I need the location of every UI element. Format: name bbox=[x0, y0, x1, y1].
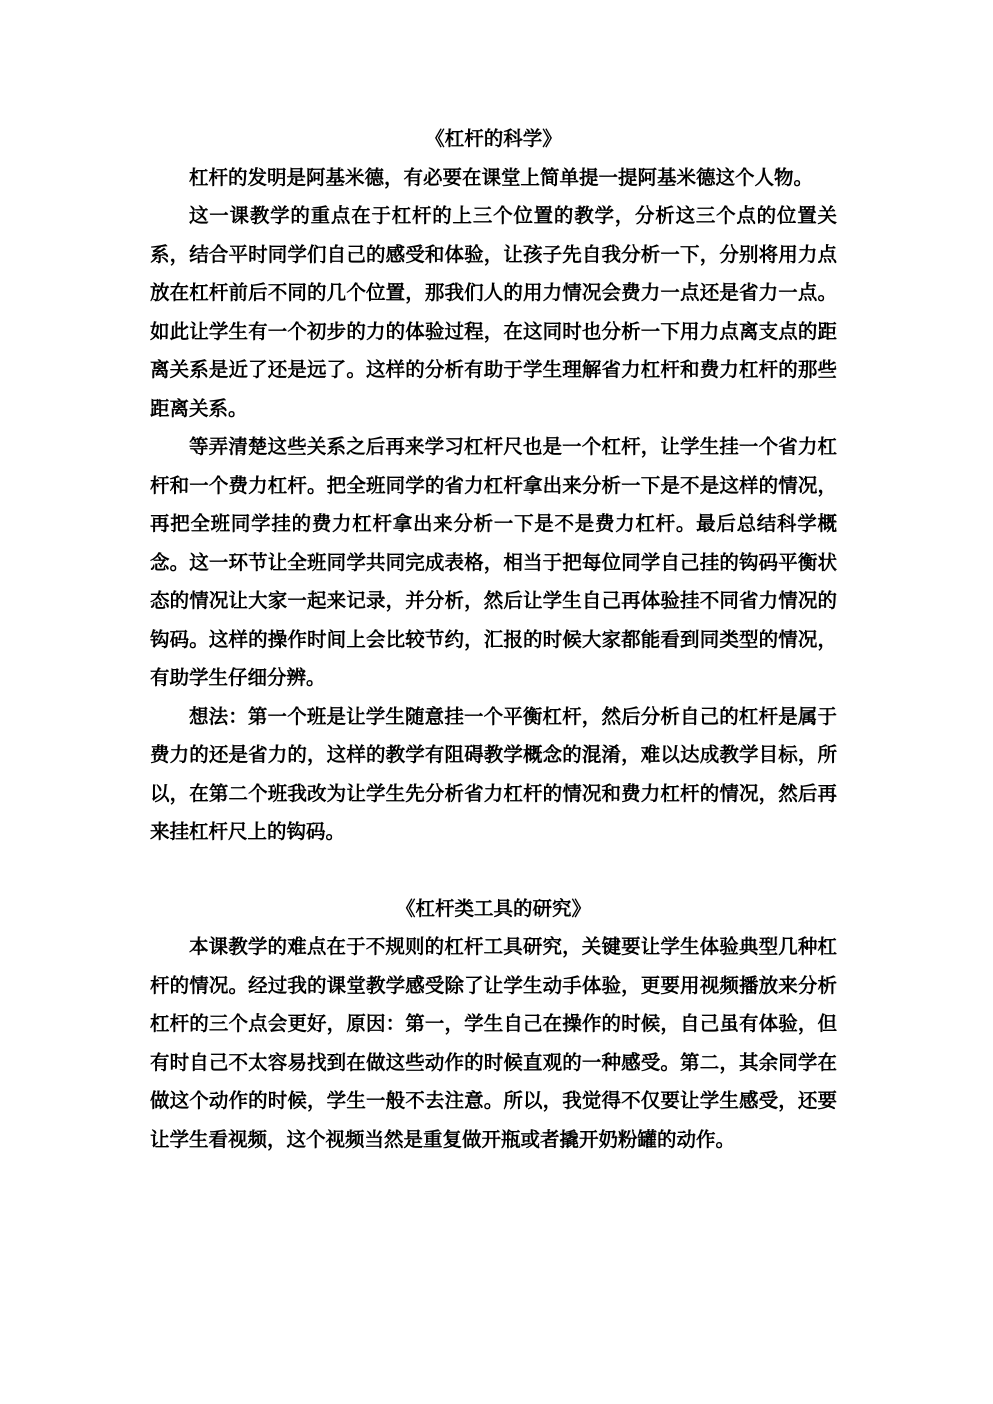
paragraph: 这一课教学的重点在于杠杆的上三个位置的教学，分析这三个点的位置关系，结合平时同学们自己的感受和体验，让孩子先自我分析一下，分别将用力点放在杠杆前后不同的几个位置，那我们人的用力情况会费力一点还是省力一点。如此让学生有一个初步的力的体验过程，在这同时也分析一下用力点离支点的距离关系是近了还是远了。这样的分析有助于学生理解省力杠杆和费力杠杆的那些距离关系。 bbox=[150, 204, 837, 420]
section-title-lever-tools: 《杠杆类工具的研究》 bbox=[395, 896, 591, 920]
paragraph: 等弄清楚这些关系之后再来学习杠杆尺也是一个杠杆，让学生挂一个省力杠杆和一个费力杠杆。把全班同学的省力杠杆拿出来分析一下是不是这样的情况，再把全班同学挂的费力杠杆拿出来分析一下是不是费力杠杆。最后总结科学概念。这一环节让全班同学共同完成表格，相当于把每位同学自己挂的钩码平衡状态的情况让大家一起来记录，并分析，然后让学生自己再体验挂不同省力情况的钩码。这样的操作时间上会比较节约，汇报的时候大家都能看到同类型的情况，有助学生仔细分辨。 bbox=[150, 435, 837, 689]
paragraph: 杠杆的发明是阿基米德，有必要在课堂上简单提一提阿基米德这个人物。 bbox=[189, 165, 814, 189]
section-title-lever-science: 《杠杆的科学》 bbox=[425, 127, 562, 150]
section-spacer bbox=[150, 852, 837, 890]
paragraph: 本课教学的难点在于不规则的杠杆工具研究，关键要让学生体验典型几种杠杆的情况。经过我的课堂教学感受除了让学生动手体验，更要用视频播放来分析杠杆的三个点会更好，原因：第一，学生自己在操作的时候，自己虽有体验，但有时自己不太容易找到在做这些动作的时候直观的一种感受。第二，其余同学在做这个动作的时候，学生一般不去注意。所以，我觉得不仅要让学生感受，还要让学生看视频，这个视频当然是重复做开瓶或者撬开奶粉罐的动作。 bbox=[150, 935, 837, 1151]
document-body bbox=[150, 120, 837, 1159]
paragraph: 想法：第一个班是让学生随意挂一个平衡杠杆，然后分析自己的杠杆是属于费力的还是省力的，这样的教学有阻碍教学概念的混淆，难以达成教学目标，所以，在第二个班我改为让学生先分析省力杠杆的情况和费力杠杆的情况，然后再来挂杠杆尺上的钩码。 bbox=[150, 704, 837, 843]
